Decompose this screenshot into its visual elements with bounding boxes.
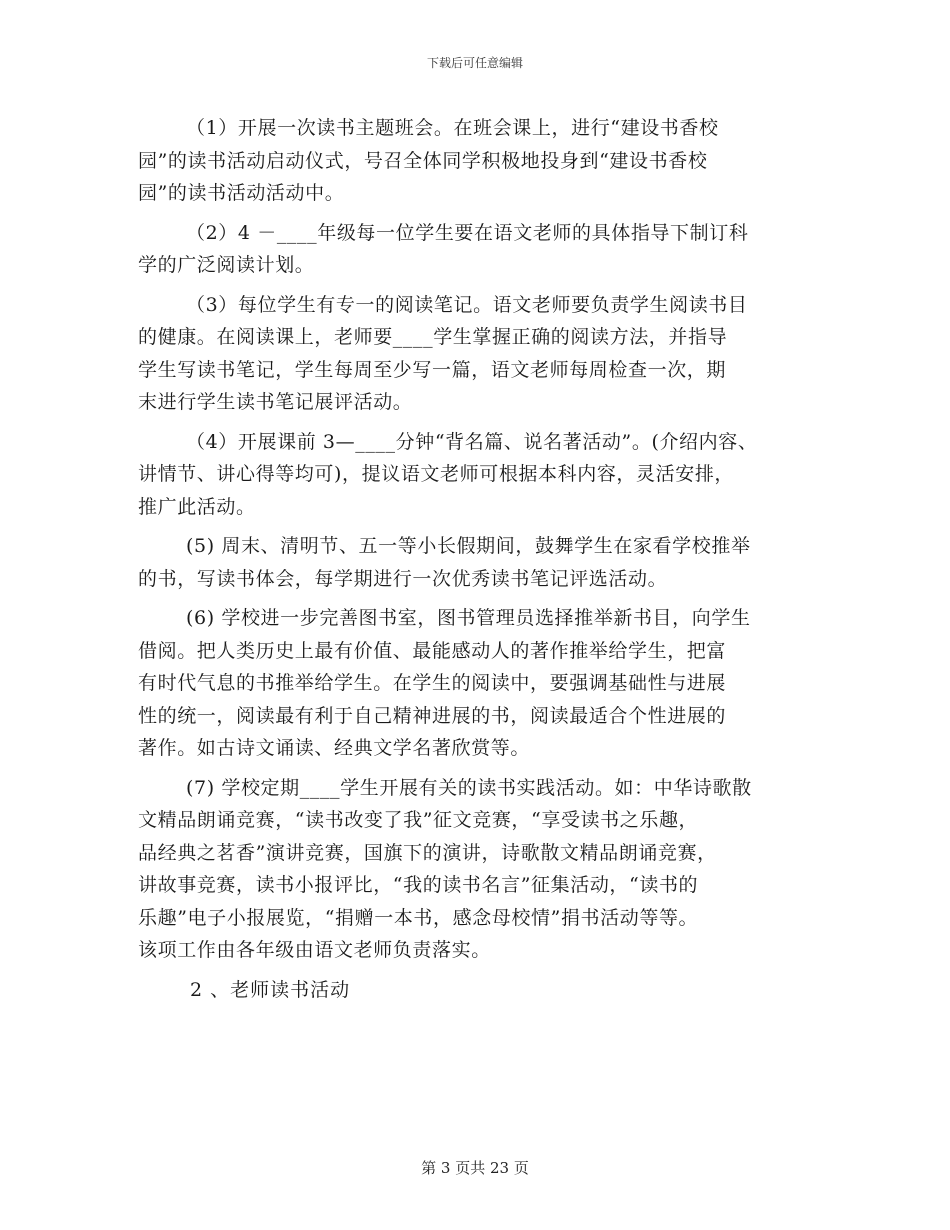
text-line: 园”的读书活动启动仪式，号召全体同学积极地投身到“建设书香校 [138,149,708,172]
text-line: 讲情节、讲心得等均可)，提议语文老师可根据本科内容，灵活安排， [138,463,735,485]
text-line: 有时代气息的书推举给学生。在学生的阅读中，要强调基础性与进展 [138,672,727,694]
page-footer: 第 3 页共 23 页 [421,1159,529,1177]
paragraph-4 [138,426,818,524]
text-line: 园”的读书活动活动中。 [138,182,345,204]
text-line: 借阅。把人类历史上最有价值、最能感动人的著作推举给学生，把富 [138,639,727,662]
text-line: (6) 学校进一步完善图书室，图书管理员选择推举新书目，向学生 [186,607,751,629]
text-line: （4）开展课前 3—____分钟“背名篇、说名著活动”。(介绍内容、 [186,430,758,453]
paragraph-3 [138,289,818,419]
paragraph-2 [138,217,818,282]
text-line: 文精品朗诵竞赛，“读书改变了我”征文竞赛，“享受读书之乐趣， [138,809,699,831]
text-line: 推广此活动。 [138,495,256,518]
paragraph-6 [138,602,818,765]
section-heading: 2 、老师读书活动 [190,978,351,1001]
text-line: （3）每位学生有专一的阅读笔记。语文老师要负责学生阅读书目 [186,293,748,316]
paragraph-5 [138,530,818,595]
text-line: (5) 周末、清明节、五一等小长假期间，鼓舞学生在家看学校推举 [186,535,751,557]
paragraph-1 [138,112,818,210]
text-line: 讲故事竞赛，读书小报评比，“我的读书名言”征集活动，“读书的 [138,874,699,896]
text-line: 的健康。在阅读课上，老师要____学生掌握正确的阅读方法，并指导 [138,326,728,348]
text-line: 学生写读书笔记，学生每周至少写一篇，语文老师每周检查一次，期 [138,358,727,381]
text-line: 著作。如古诗文诵读、经典文学名著欣赏等。 [138,737,531,759]
text-line: 品经典之茗香”演讲竞赛，国旗下的演讲，诗歌散文精品朗诵竞赛， [138,841,717,864]
text-line: 的书，写读书体会，每学期进行一次优秀读书笔记评选活动。 [138,567,668,590]
text-line: 性的统一，阅读最有利于自己精神进展的书，阅读最适合个性进展的 [138,704,727,727]
text-line: (7) 学校定期____学生开展有关的读书实践活动。如：中华诗歌散 [186,776,752,799]
text-line: 末进行学生读书笔记展评活动。 [138,391,413,413]
paragraph-7 [138,772,818,967]
document-body [138,112,818,1006]
text-line: （1）开展一次读书主题班会。在班会课上，进行“建设书香校 [186,117,719,139]
text-line: 该项工作由各年级由语文老师负责落实。 [138,939,491,961]
text-line: 学的广泛阅读计划。 [138,254,315,276]
page-header: 下载后可任意编辑 [426,56,523,70]
text-line: （2）4 －____年级每一位学生要在语文老师的具体指导下制订科 [186,221,749,244]
text-line: 乐趣”电子小报展览，“捐赠一本书，感念母校情”捐书活动等等。 [138,906,699,929]
